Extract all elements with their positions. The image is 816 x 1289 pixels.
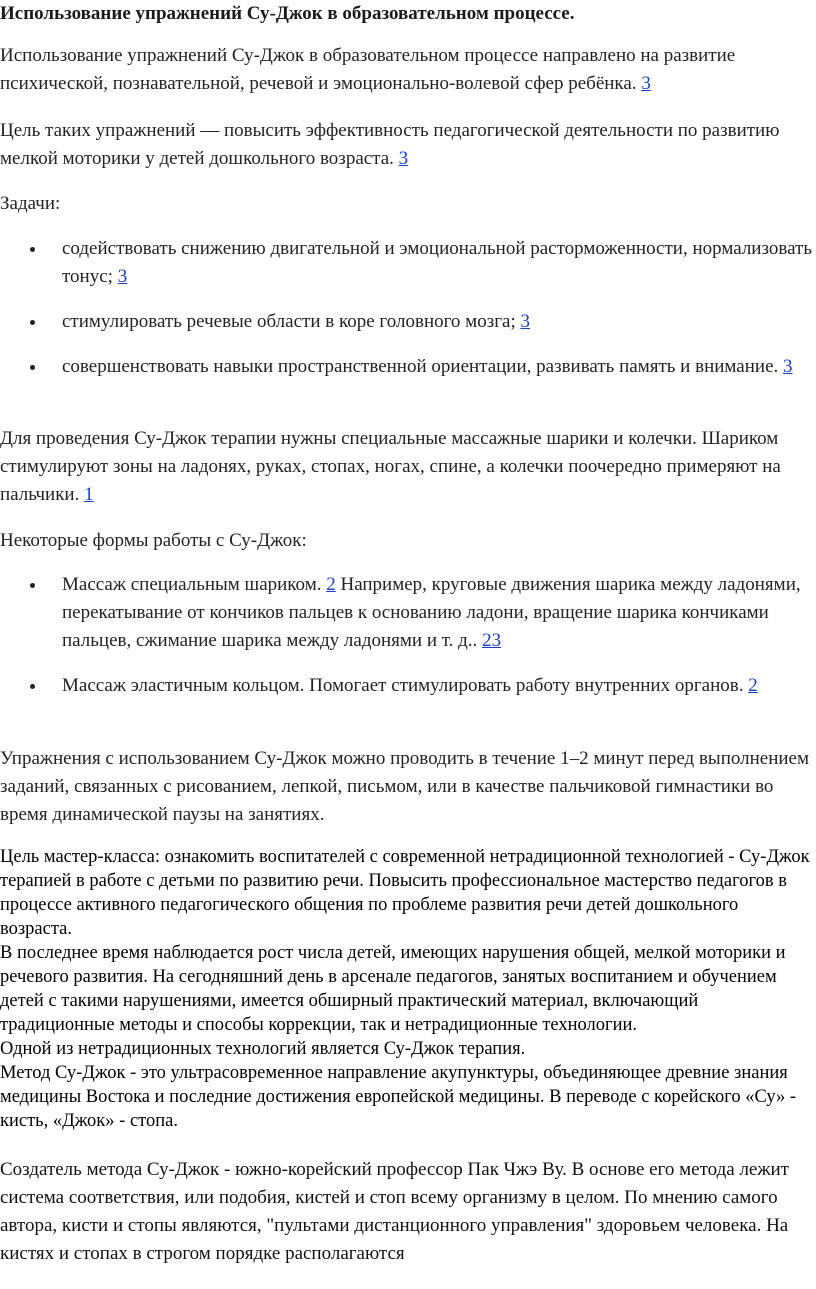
paragraph-text: Цель таких упражнений — повысить эффективность педагогической деятельности по развитию мелкой моторики у детей дошкольного возраста. <box>0 120 780 169</box>
list-item-content <box>62 571 814 655</box>
paragraph-goal <box>0 117 814 173</box>
list-item-content <box>62 672 814 700</box>
paragraph-text: Для проведения Су-Джок терапии нужны специальные массажные шарики и колечки. Шариком стимулируют зоны на ладонях, руках, стопах, ногах, спине, а колечки поочередно примеряют на пальчики. <box>0 428 781 505</box>
paragraph-text: Использование упражнений Су-Джок в образовательном процессе направлено на развитие психической, познавательной, речевой и эмоционально-волевой сфер ребёнка. <box>0 45 736 94</box>
masterclass-method: Метод Су-Джок - это ультрасовременное направление акупунктуры, объединяющее древние знания медицины Востока и последние достижения европейской медицины. В переводе с корейского «Су» - кисть, «Джок» - стопа. <box>0 1063 797 1131</box>
tasks-heading: Задачи: <box>0 193 61 214</box>
list-item-text: совершенствовать навыки пространственной ориентации, развивать память и внимание. <box>62 356 779 377</box>
reference-link[interactable]: 3 <box>783 356 793 377</box>
masterclass-section <box>0 845 814 1133</box>
list-item-content <box>62 353 814 381</box>
reference-link[interactable]: 2 <box>326 574 336 595</box>
reference-link[interactable]: 3 <box>398 148 409 169</box>
paragraph-purpose <box>0 42 814 98</box>
bullet-icon <box>30 365 35 370</box>
reference-link[interactable]: 23 <box>482 630 502 651</box>
reference-link[interactable]: 3 <box>520 311 530 332</box>
list-item-text: Массаж эластичным кольцом. Помогает стимулировать работу внутренних органов. <box>62 675 744 696</box>
reference-link[interactable]: 2 <box>748 675 758 696</box>
list-item-text: Например, круговые движения шарика между ладонями, перекатывание от кончиков пальцев к основанию ладони, вращение шарика кончиками пальцев, сжимание шарика между ладонями и т. д.. <box>62 574 801 651</box>
paragraph-creator: Создатель метода Су-Джок - южно-корейский профессор Пак Чжэ Ву. В основе его метода лежит система соответствия, или подобия, кистей и стоп всему организму в целом. По мнению самого автора, кисти и стопы являются, "пультами дистанционного управления" здоровьем человека. На кистях и стопах в строгом порядке располагаются <box>0 1159 789 1264</box>
document-title: Использование упражнений Су-Джок в образовательном процессе. <box>0 3 575 24</box>
forms-heading: Некоторые формы работы с Су-Джок: <box>0 530 307 551</box>
reference-link[interactable]: 1 <box>84 484 94 505</box>
reference-link[interactable]: 3 <box>117 266 128 287</box>
paragraph-equipment <box>0 425 814 509</box>
paragraph-duration: Упражнения с использованием Су-Джок можно проводить в течение 1–2 минут перед выполнением заданий, связанных с рисованием, лепкой, письмом, или в качестве пальчиковой гимнастики во время динамической паузы на занятиях. <box>0 748 809 825</box>
list-item-text: содействовать снижению двигательной и эмоциональной расторможенности, нормализовать тонус; <box>62 238 812 287</box>
masterclass-context: В последнее время наблюдается рост числа детей, имеющих нарушения общей, мелкой моторики и речевого развития. На сегодняшний день в арсенале педагогов, занятых воспитанием и обучением детей с такими нарушениями, имеется обширный практический материал, включающий традиционные методы и способы коррекции, так и нетрадиционные технологии. <box>0 943 786 1035</box>
bullet-icon <box>30 320 35 325</box>
bullet-icon <box>30 247 35 252</box>
bullet-icon <box>30 684 35 689</box>
list-item-text: Массаж специальным шариком. <box>62 574 322 595</box>
list-item-text: стимулировать речевые области в коре головного мозга; <box>62 311 516 332</box>
bullet-icon <box>30 583 35 588</box>
masterclass-technology: Одной из нетрадиционных технологий является Су-Джок терапия. <box>0 1039 526 1059</box>
list-item-content <box>62 235 814 291</box>
masterclass-goal: Цель мастер-класса: ознакомить воспитателей с современной нетрадиционной технологией - Су-Джок терапией в работе с детьми по развитию речи. Повысить профессиональное мастерство педагогов в процессе активного педагогического общения по проблеме развития речи детей дошкольного возраста. <box>0 847 810 939</box>
list-item-content <box>62 308 814 336</box>
reference-link[interactable]: 3 <box>641 73 651 94</box>
